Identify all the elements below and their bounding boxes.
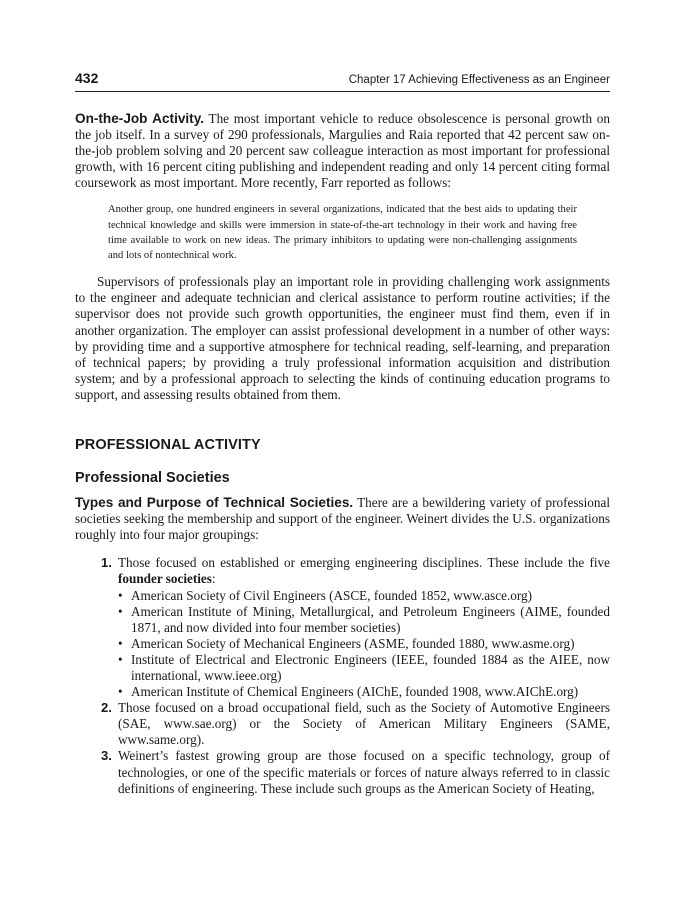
society-item-asme	[118, 636, 610, 652]
group-item-3	[75, 748, 610, 796]
society-text: American Society of Mechanical Engineers (ASME, founded 1880, www.asme.org)	[131, 635, 575, 651]
group-text: Those focused on a broad occupational field, such as the Society of Automotive Engineers (SAE, www.sae.org) or the Society of American Military Engineers (SAME, www.same.org).	[118, 700, 610, 748]
group-number: 1.	[101, 555, 112, 571]
bullet-icon: •	[118, 684, 123, 700]
society-text: American Institute of Mining, Metallurgical, and Petroleum Engineers (AIME, founded 1871, and now divided into four member societies)	[131, 603, 610, 635]
society-item-ieee	[118, 652, 610, 684]
society-item-aiche	[118, 684, 610, 700]
society-text: American Society of Civil Engineers (ASCE, founded 1852, www.asce.org)	[131, 587, 533, 603]
bullet-icon: •	[118, 651, 123, 667]
founder-societies-list	[118, 588, 610, 701]
running-head	[75, 70, 610, 88]
header-rule	[75, 91, 610, 92]
chapter-title: Chapter 17 Achieving Effectiveness as an Engineer	[348, 74, 610, 86]
founder-societies-term: founder societies	[118, 571, 212, 587]
bullet-icon: •	[118, 587, 123, 603]
group-text: Weinert’s fastest growing group are those focused on a specific technology, group of technologies, or one of the specific materials or forces of nature always referred to in classic definitions of engineering. These include such groups as the American Society of Heating,	[118, 748, 610, 796]
society-text: American Institute of Chemical Engineers (AIChE, founded 1908, www.AIChE.org)	[131, 684, 579, 700]
book-page	[75, 70, 610, 797]
bullet-icon: •	[118, 635, 123, 651]
society-groups-list	[75, 555, 610, 796]
supervisors-paragraph: Supervisors of professionals play an important role in providing challenging work assignments to the engineer and adequate technician and clerical assistance to perform routine activities; if the supervisor does not provide such growth opportunities, the engineer must find them, even if in another organization. The employer can assist professional development in a number of other ways: by providing time and a supportive atmosphere for technical reading, self-learning, and preparation of technical papers; by providing a truly professional information acquisition and distribution system; and by a professional approach to selecting the kinds of continuing education programs to support, and assessing results obtained from them.	[75, 274, 610, 402]
on-the-job-text: The most important vehicle to reduce obsolescence is personal growth on the job itself. In a survey of 290 professionals, Margulies and Raia reported that 42 percent saw on-the-job problem solving and 20 percent saw colleague interaction as most important for professional growth, with 16 percent citing publishing and independent reading and only 14 percent citing formal coursework as most important. More recently, Farr reported as follows:	[75, 111, 610, 191]
group-item-2	[75, 700, 610, 748]
types-text: There are a bewildering variety of professional societies seeking the membership and support of the engineer. Weinert divides the U.S. organizations roughly into four major groupings:	[75, 495, 610, 543]
society-item-asce	[118, 588, 610, 604]
page-number: 432	[75, 70, 99, 86]
society-item-aime	[118, 604, 610, 636]
on-the-job-heading: On-the-Job Activity.	[75, 111, 205, 126]
section-title: PROFESSIONAL ACTIVITY	[75, 437, 261, 454]
farr-block-quote: Another group, one hundred engineers in several organizations, indicated that the best aids to updating their technical knowledge and skills were immersion in state-of-the-art technology in their work and having free time available to work on new ideas. The primary inhibitors to updating were non-challenging assignments and lots of nontechnical work.	[108, 204, 577, 262]
group-text: Those focused on established or emerging engineering disciplines. These include the five	[118, 555, 610, 571]
types-paragraph	[75, 495, 610, 543]
on-the-job-paragraph	[75, 111, 610, 191]
group-number: 2.	[101, 700, 112, 716]
group-text-suffix: :	[211, 571, 216, 587]
subsection-title: Professional Societies	[75, 470, 230, 487]
bullet-icon: •	[118, 603, 123, 619]
society-text: Institute of Electrical and Electronic Engineers (IEEE, founded 1884 as the AIEE, now international, www.ieee.org)	[131, 651, 610, 683]
group-item-1	[75, 555, 610, 700]
group-number: 3.	[101, 748, 112, 764]
types-heading: Types and Purpose of Technical Societies.	[75, 495, 354, 511]
